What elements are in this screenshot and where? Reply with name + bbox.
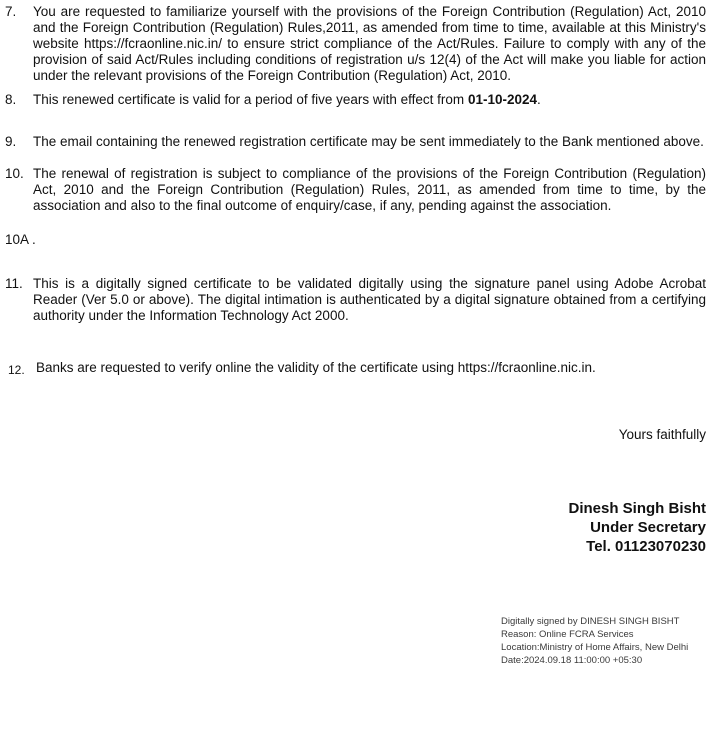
signatory-name: Dinesh Singh Bisht <box>568 500 706 517</box>
item-8-text-prefix: This renewed certificate is valid for a period of five years with effect from <box>33 92 468 107</box>
list-item-8 <box>5 92 706 108</box>
item-11-number: 11. <box>5 276 23 291</box>
effective-date: 01-10-2024 <box>467 92 537 107</box>
item-8-number: 8. <box>5 92 17 107</box>
item-12-text: Banks are requested to verify online the validity of the certificate using https://fcraonline.nic.in. <box>36 360 596 375</box>
digital-signature-location: Location:Ministry of Home Affairs, New Delhi <box>501 642 689 653</box>
signatory-block <box>5 499 706 556</box>
item-8-text <box>33 92 706 108</box>
item-9-number: 9. <box>5 134 17 149</box>
list-item-7 <box>5 4 706 84</box>
list-item-9 <box>5 134 706 150</box>
item-9-text: The email containing the renewed registration certificate may be sent immediately to the Bank mentioned above. <box>33 134 704 149</box>
list-item-10a <box>5 232 706 248</box>
item-7-text: You are requested to familiarize yourself with the provisions of the Foreign Contribution (Regulation) Act, 2010 and the Foreign Contribution (Regulation) Rules,2011, as amended from time to time, available at this Ministry's website https://fcraonline.nic.in/ to ensure strict compliance of the Act/Rules. Failure to comply with any of the provision of said Act/Rules including conditions of registration u/s 12(4) of the Act will make you liable for action under the relevant provisions of the Foreign Contribution (Regulation) Act, 2010. <box>33 4 706 83</box>
signatory-phone: Tel. 01123070230 <box>586 538 706 555</box>
digital-signature-reason: Reason: Online FCRA Services <box>501 629 634 640</box>
item-10-number: 10. <box>5 166 24 181</box>
list-item-12 <box>5 360 706 378</box>
digital-signature-date: Date:2024.09.18 11:00:00 +05:30 <box>501 655 643 666</box>
list-item-10 <box>5 166 706 214</box>
item-8-text-suffix: . <box>537 92 541 107</box>
list-item-11 <box>5 276 706 324</box>
digital-signature-stamp <box>501 615 706 667</box>
signatory-title: Under Secretary <box>590 519 706 536</box>
item-11-text: This is a digitally signed certificate to be validated digitally using the signature panel using Adobe Acrobat Reader (Ver 5.0 or above). The digital intimation is authenticated by a digital signature obtained from a certifying authority under the Information Technology Act 2000. <box>33 276 706 323</box>
closing-salutation: Yours faithfully <box>618 427 706 442</box>
item-10-text: The renewal of registration is subject to compliance of the provisions of the Foreign Contribution (Regulation) Act, 2010 and the Foreign Contribution (Regulation) Rules, 2011, as amended from time to time, by the association and also to the final outcome of enquiry/case, if any, pending against the association. <box>33 166 706 213</box>
item-12-number: 12. <box>8 363 25 377</box>
item-7-number: 7. <box>5 4 17 19</box>
item-10a-number: 10A . <box>5 232 36 247</box>
digital-signature-signed-by: Digitally signed by DINESH SINGH BISHT <box>501 616 680 627</box>
